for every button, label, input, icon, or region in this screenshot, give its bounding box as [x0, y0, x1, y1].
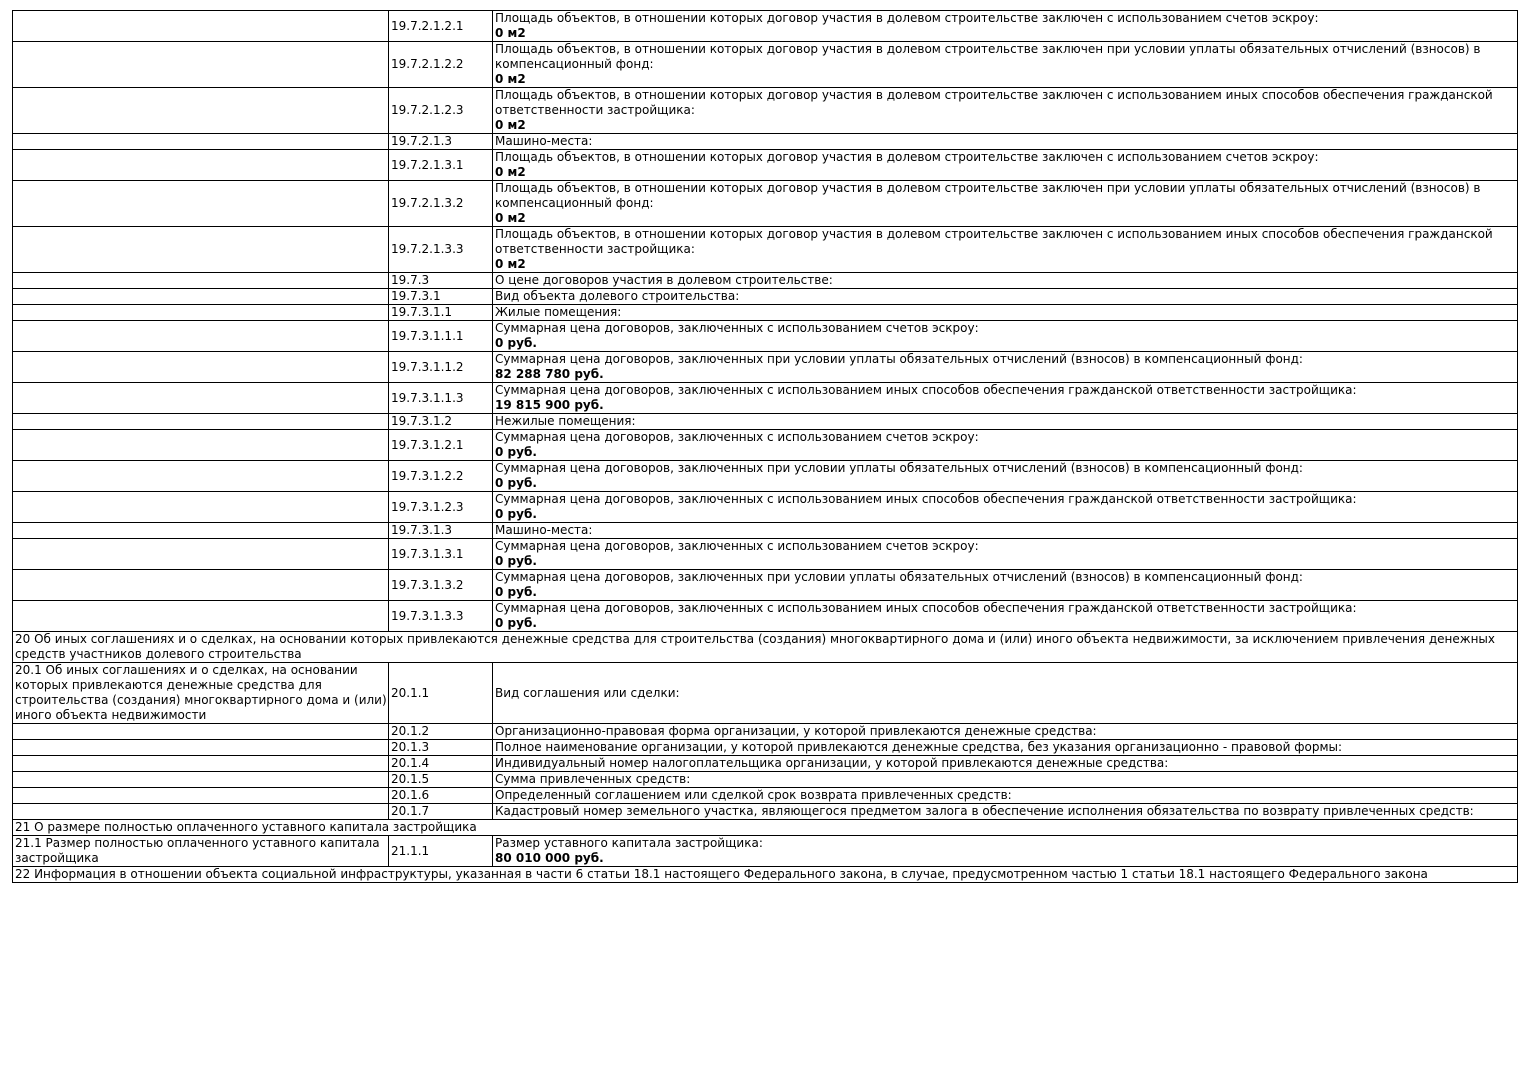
table-row — [13, 740, 1518, 756]
row-content — [493, 181, 1518, 227]
section-row — [13, 632, 1518, 663]
row-group-label — [13, 352, 389, 383]
row-code: 20.1.4 — [389, 756, 493, 772]
row-value: 0 м2 — [495, 211, 526, 225]
row-content — [493, 601, 1518, 632]
table-row — [13, 383, 1518, 414]
row-group-label — [13, 539, 389, 570]
table-body — [13, 11, 1518, 883]
table-row — [13, 788, 1518, 804]
declaration-table — [12, 10, 1518, 883]
row-code: 19.7.3.1 — [389, 289, 493, 305]
row-content — [493, 570, 1518, 601]
section-heading: 21 О размере полностью оплаченного уставного капитала застройщика — [13, 820, 1518, 836]
row-code: 19.7.3.1.2.1 — [389, 430, 493, 461]
row-content — [493, 461, 1518, 492]
row-content — [493, 756, 1518, 772]
row-content — [493, 227, 1518, 273]
row-label: Размер уставного капитала застройщика: — [495, 836, 763, 850]
row-group-label — [13, 461, 389, 492]
table-row — [13, 492, 1518, 523]
row-code: 19.7.3.1.3.3 — [389, 601, 493, 632]
row-label: Площадь объектов, в отношении которых договор участия в долевом строительстве заключен с использованием иных способов обеспечения гражданской ответственности застройщика: — [495, 227, 1493, 256]
row-value: 19 815 900 руб. — [495, 398, 604, 412]
row-group-label — [13, 181, 389, 227]
row-content — [493, 663, 1518, 724]
row-value: 0 руб. — [495, 507, 537, 521]
document-page — [12, 10, 1517, 883]
table-row — [13, 305, 1518, 321]
row-code: 19.7.2.1.3.1 — [389, 150, 493, 181]
row-value: 82 288 780 руб. — [495, 367, 604, 381]
row-code: 21.1.1 — [389, 836, 493, 867]
table-row — [13, 42, 1518, 88]
table-row — [13, 724, 1518, 740]
row-code: 19.7.3.1.1 — [389, 305, 493, 321]
row-content — [493, 352, 1518, 383]
table-row — [13, 461, 1518, 492]
row-code: 20.1.6 — [389, 788, 493, 804]
table-row — [13, 804, 1518, 820]
row-content — [493, 88, 1518, 134]
table-row — [13, 289, 1518, 305]
row-group-label: 21.1 Размер полностью оплаченного уставного капитала застройщика — [13, 836, 389, 867]
row-code: 19.7.2.1.3.2 — [389, 181, 493, 227]
row-content — [493, 772, 1518, 788]
row-code: 19.7.3.1.2.3 — [389, 492, 493, 523]
table-row — [13, 273, 1518, 289]
row-value: 0 м2 — [495, 26, 526, 40]
table-row — [13, 134, 1518, 150]
row-label: Площадь объектов, в отношении которых договор участия в долевом строительстве заключен при условии уплаты обязательных отчислений (взносов) в компенсационный фонд: — [495, 42, 1481, 71]
row-value: 0 руб. — [495, 616, 537, 630]
table-row — [13, 11, 1518, 42]
row-label: Организационно-правовая форма организации, у которой привлекаются денежные средства: — [495, 724, 1097, 738]
row-label: Суммарная цена договоров, заключенных с использованием иных способов обеспечения гражданской ответственности застройщика: — [495, 492, 1357, 506]
row-group-label — [13, 383, 389, 414]
row-label: О цене договоров участия в долевом строительстве: — [495, 273, 833, 287]
row-content — [493, 383, 1518, 414]
row-label: Площадь объектов, в отношении которых договор участия в долевом строительстве заключен с использованием счетов эскроу: — [495, 150, 1319, 164]
row-group-label — [13, 150, 389, 181]
table-row — [13, 601, 1518, 632]
row-content — [493, 11, 1518, 42]
row-label: Машино-места: — [495, 134, 593, 148]
table-row — [13, 227, 1518, 273]
row-code: 19.7.3 — [389, 273, 493, 289]
row-label: Суммарная цена договоров, заключенных с использованием иных способов обеспечения гражданской ответственности застройщика: — [495, 601, 1357, 615]
row-label: Суммарная цена договоров, заключенных при условии уплаты обязательных отчислений (взносов) в компенсационный фонд: — [495, 461, 1303, 475]
row-group-label — [13, 11, 389, 42]
row-content — [493, 836, 1518, 867]
row-value: 80 010 000 руб. — [495, 851, 604, 865]
row-group-label — [13, 88, 389, 134]
row-group-label — [13, 289, 389, 305]
row-label: Нежилые помещения: — [495, 414, 636, 428]
row-label: Площадь объектов, в отношении которых договор участия в долевом строительстве заключен при условии уплаты обязательных отчислений (взносов) в компенсационный фонд: — [495, 181, 1481, 210]
row-group-label — [13, 570, 389, 601]
table-row — [13, 756, 1518, 772]
row-label: Суммарная цена договоров, заключенных с использованием счетов эскроу: — [495, 430, 979, 444]
row-group-label: 20.1 Об иных соглашениях и о сделках, на основании которых привлекаются денежные средства для строительства (создания) многоквартирного дома и (или) иного объекта недвижимости — [13, 663, 389, 724]
row-content — [493, 321, 1518, 352]
table-row — [13, 663, 1518, 724]
table-row — [13, 181, 1518, 227]
table-row — [13, 772, 1518, 788]
table-row — [13, 430, 1518, 461]
row-group-label — [13, 804, 389, 820]
row-content — [493, 430, 1518, 461]
row-code: 19.7.2.1.3 — [389, 134, 493, 150]
row-code: 19.7.2.1.2.2 — [389, 42, 493, 88]
row-content — [493, 305, 1518, 321]
row-group-label — [13, 523, 389, 539]
row-label: Сумма привлеченных средств: — [495, 772, 691, 786]
table-row — [13, 88, 1518, 134]
row-group-label — [13, 492, 389, 523]
table-row — [13, 321, 1518, 352]
row-code: 19.7.3.1.3 — [389, 523, 493, 539]
row-group-label — [13, 772, 389, 788]
table-row — [13, 414, 1518, 430]
row-content — [493, 788, 1518, 804]
row-label: Суммарная цена договоров, заключенных при условии уплаты обязательных отчислений (взносов) в компенсационный фонд: — [495, 570, 1303, 584]
row-content — [493, 492, 1518, 523]
row-label: Машино-места: — [495, 523, 593, 537]
row-group-label — [13, 134, 389, 150]
row-group-label — [13, 601, 389, 632]
row-code: 19.7.2.1.2.3 — [389, 88, 493, 134]
row-label: Суммарная цена договоров, заключенных при условии уплаты обязательных отчислений (взносов) в компенсационный фонд: — [495, 352, 1303, 366]
row-content — [493, 539, 1518, 570]
row-label: Полное наименование организации, у которой привлекаются денежные средства, без указания организационно - правовой формы: — [495, 740, 1343, 754]
row-group-label — [13, 788, 389, 804]
row-content — [493, 150, 1518, 181]
row-value: 0 руб. — [495, 336, 537, 350]
table-row — [13, 836, 1518, 867]
row-label: Площадь объектов, в отношении которых договор участия в долевом строительстве заключен с использованием иных способов обеспечения гражданской ответственности застройщика: — [495, 88, 1493, 117]
row-code: 19.7.2.1.3.3 — [389, 227, 493, 273]
row-code: 20.1.1 — [389, 663, 493, 724]
row-content — [493, 724, 1518, 740]
row-value: 0 м2 — [495, 118, 526, 132]
row-group-label — [13, 227, 389, 273]
table-row — [13, 539, 1518, 570]
row-label: Суммарная цена договоров, заключенных с использованием иных способов обеспечения гражданской ответственности застройщика: — [495, 383, 1357, 397]
section-heading: 22 Информация в отношении объекта социальной инфраструктуры, указанная в части 6 статьи 18.1 настоящего Федерального закона, в случае, предусмотренном частью 1 статьи 18.1 настоящего Федерального закона — [13, 867, 1518, 883]
row-content — [493, 273, 1518, 289]
row-code: 20.1.5 — [389, 772, 493, 788]
row-code: 19.7.3.1.3.1 — [389, 539, 493, 570]
row-value: 0 м2 — [495, 165, 526, 179]
section-row — [13, 820, 1518, 836]
row-code: 19.7.3.1.1.1 — [389, 321, 493, 352]
row-label: Вид соглашения или сделки: — [495, 685, 680, 700]
row-group-label — [13, 414, 389, 430]
row-code: 19.7.3.1.1.2 — [389, 352, 493, 383]
row-code: 19.7.3.1.2 — [389, 414, 493, 430]
row-label: Индивидуальный номер налогоплательщика организации, у которой привлекаются денежные средства: — [495, 756, 1169, 770]
row-content — [493, 414, 1518, 430]
row-content — [493, 804, 1518, 820]
row-label: Суммарная цена договоров, заключенных с использованием счетов эскроу: — [495, 321, 979, 335]
row-label: Жилые помещения: — [495, 305, 622, 319]
row-group-label — [13, 321, 389, 352]
row-code: 19.7.3.1.2.2 — [389, 461, 493, 492]
row-value: 0 руб. — [495, 554, 537, 568]
row-value: 0 руб. — [495, 585, 537, 599]
row-code: 20.1.2 — [389, 724, 493, 740]
row-content — [493, 134, 1518, 150]
row-content — [493, 42, 1518, 88]
row-group-label — [13, 305, 389, 321]
row-value: 0 м2 — [495, 257, 526, 271]
row-group-label — [13, 273, 389, 289]
table-row — [13, 570, 1518, 601]
row-group-label — [13, 430, 389, 461]
row-label: Площадь объектов, в отношении которых договор участия в долевом строительстве заключен с использованием счетов эскроу: — [495, 11, 1319, 25]
row-code: 19.7.2.1.2.1 — [389, 11, 493, 42]
row-group-label — [13, 42, 389, 88]
row-code: 19.7.3.1.3.2 — [389, 570, 493, 601]
row-label: Вид объекта долевого строительства: — [495, 289, 740, 303]
row-value: 0 руб. — [495, 445, 537, 459]
row-label: Суммарная цена договоров, заключенных с использованием счетов эскроу: — [495, 539, 979, 553]
row-content — [493, 740, 1518, 756]
table-row — [13, 352, 1518, 383]
row-label: Кадастровый номер земельного участка, являющегося предметом залога в обеспечение исполнения обязательства по возврату привлеченных средств: — [495, 804, 1474, 818]
row-code: 20.1.3 — [389, 740, 493, 756]
row-content — [493, 289, 1518, 305]
row-value: 0 руб. — [495, 476, 537, 490]
row-group-label — [13, 740, 389, 756]
row-code: 20.1.7 — [389, 804, 493, 820]
table-row — [13, 523, 1518, 539]
row-group-label — [13, 724, 389, 740]
row-code: 19.7.3.1.1.3 — [389, 383, 493, 414]
row-value: 0 м2 — [495, 72, 526, 86]
row-group-label — [13, 756, 389, 772]
section-heading: 20 Об иных соглашениях и о сделках, на основании которых привлекаются денежные средства для строительства (создания) многоквартирного дома и (или) иного объекта недвижимости, за исключением привлечения денежных средств участников долевого строительства — [13, 632, 1518, 663]
row-label: Определенный соглашением или сделкой срок возврата привлеченных средств: — [495, 788, 1012, 802]
row-content — [493, 523, 1518, 539]
section-row — [13, 867, 1518, 883]
table-row — [13, 150, 1518, 181]
